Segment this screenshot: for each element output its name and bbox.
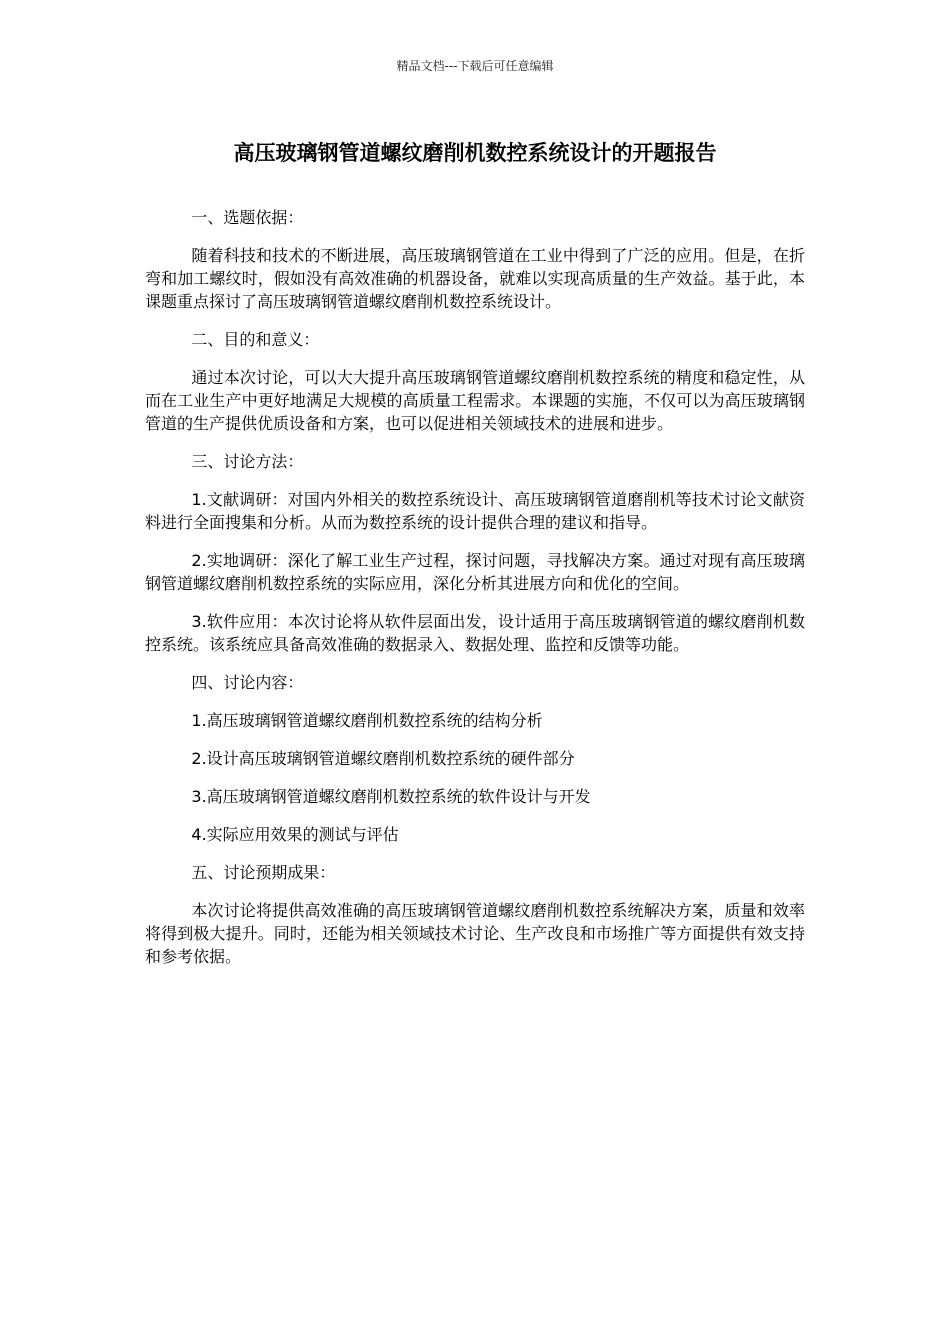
paragraph-method-literature: 1.文献调研：对国内外相关的数控系统设计、高压玻璃钢管道磨削机等技术讨论文献资料进行全面搜集和分析。从而为数控系统的设计提供合理的建议和指导。	[145, 490, 805, 532]
section-heading-contents: 四、讨论内容：	[191, 673, 304, 692]
header-note: 精品文档---下载后可任意编辑	[396, 59, 554, 73]
paragraph-basis: 随着科技和技术的不断进展，高压玻璃钢管道在工业中得到了广泛的应用。但是，在折弯和加工螺纹时，假如没有高效准确的机器设备，就难以实现高质量的生产效益。基于此，本课题重点探讨了高压玻璃钢管道螺纹磨削机数控系统设计。	[145, 246, 805, 311]
document-title: 高压玻璃钢管道螺纹磨削机数控系统设计的开题报告	[233, 141, 717, 165]
section-heading-methods: 三、讨论方法：	[191, 452, 304, 471]
paragraph-purpose: 通过本次讨论，可以大大提升高压玻璃钢管道螺纹磨削机数控系统的精度和稳定性，从而在工业生产中更好地满足大规模的高质量工程需求。本课题的实施，不仅可以为高压玻璃钢管道的生产提供优质设备和方案，也可以促进相关领域技术的进展和进步。	[145, 368, 805, 433]
section-heading-basis: 一、选题依据：	[191, 208, 304, 227]
list-item: 2.设计高压玻璃钢管道螺纹磨削机数控系统的硬件部分	[191, 749, 575, 768]
section-heading-outcomes: 五、讨论预期成果：	[191, 863, 336, 882]
paragraph-method-fieldwork: 2.实地调研：深化了解工业生产过程，探讨问题，寻找解决方案。通过对现有高压玻璃钢管道螺纹磨削机数控系统的实际应用，深化分析其进展方向和优化的空间。	[145, 551, 805, 593]
paragraph-method-software: 3.软件应用：本次讨论将从软件层面出发，设计适用于高压玻璃钢管道的螺纹磨削机数控系统。该系统应具备高效准确的数据录入、数据处理、监控和反馈等功能。	[145, 612, 805, 654]
section-heading-purpose: 二、目的和意义：	[191, 330, 320, 349]
list-item: 1.高压玻璃钢管道螺纹磨削机数控系统的结构分析	[191, 711, 543, 730]
list-item: 4.实际应用效果的测试与评估	[191, 825, 399, 844]
paragraph-outcomes: 本次讨论将提供高效准确的高压玻璃钢管道螺纹磨削机数控系统解决方案，质量和效率将得到极大提升。同时，还能为相关领域技术讨论、生产改良和市场推广等方面提供有效支持和参考依据。	[145, 901, 805, 966]
document-body	[145, 206, 805, 968]
list-item: 3.高压玻璃钢管道螺纹磨削机数控系统的软件设计与开发	[191, 787, 591, 806]
